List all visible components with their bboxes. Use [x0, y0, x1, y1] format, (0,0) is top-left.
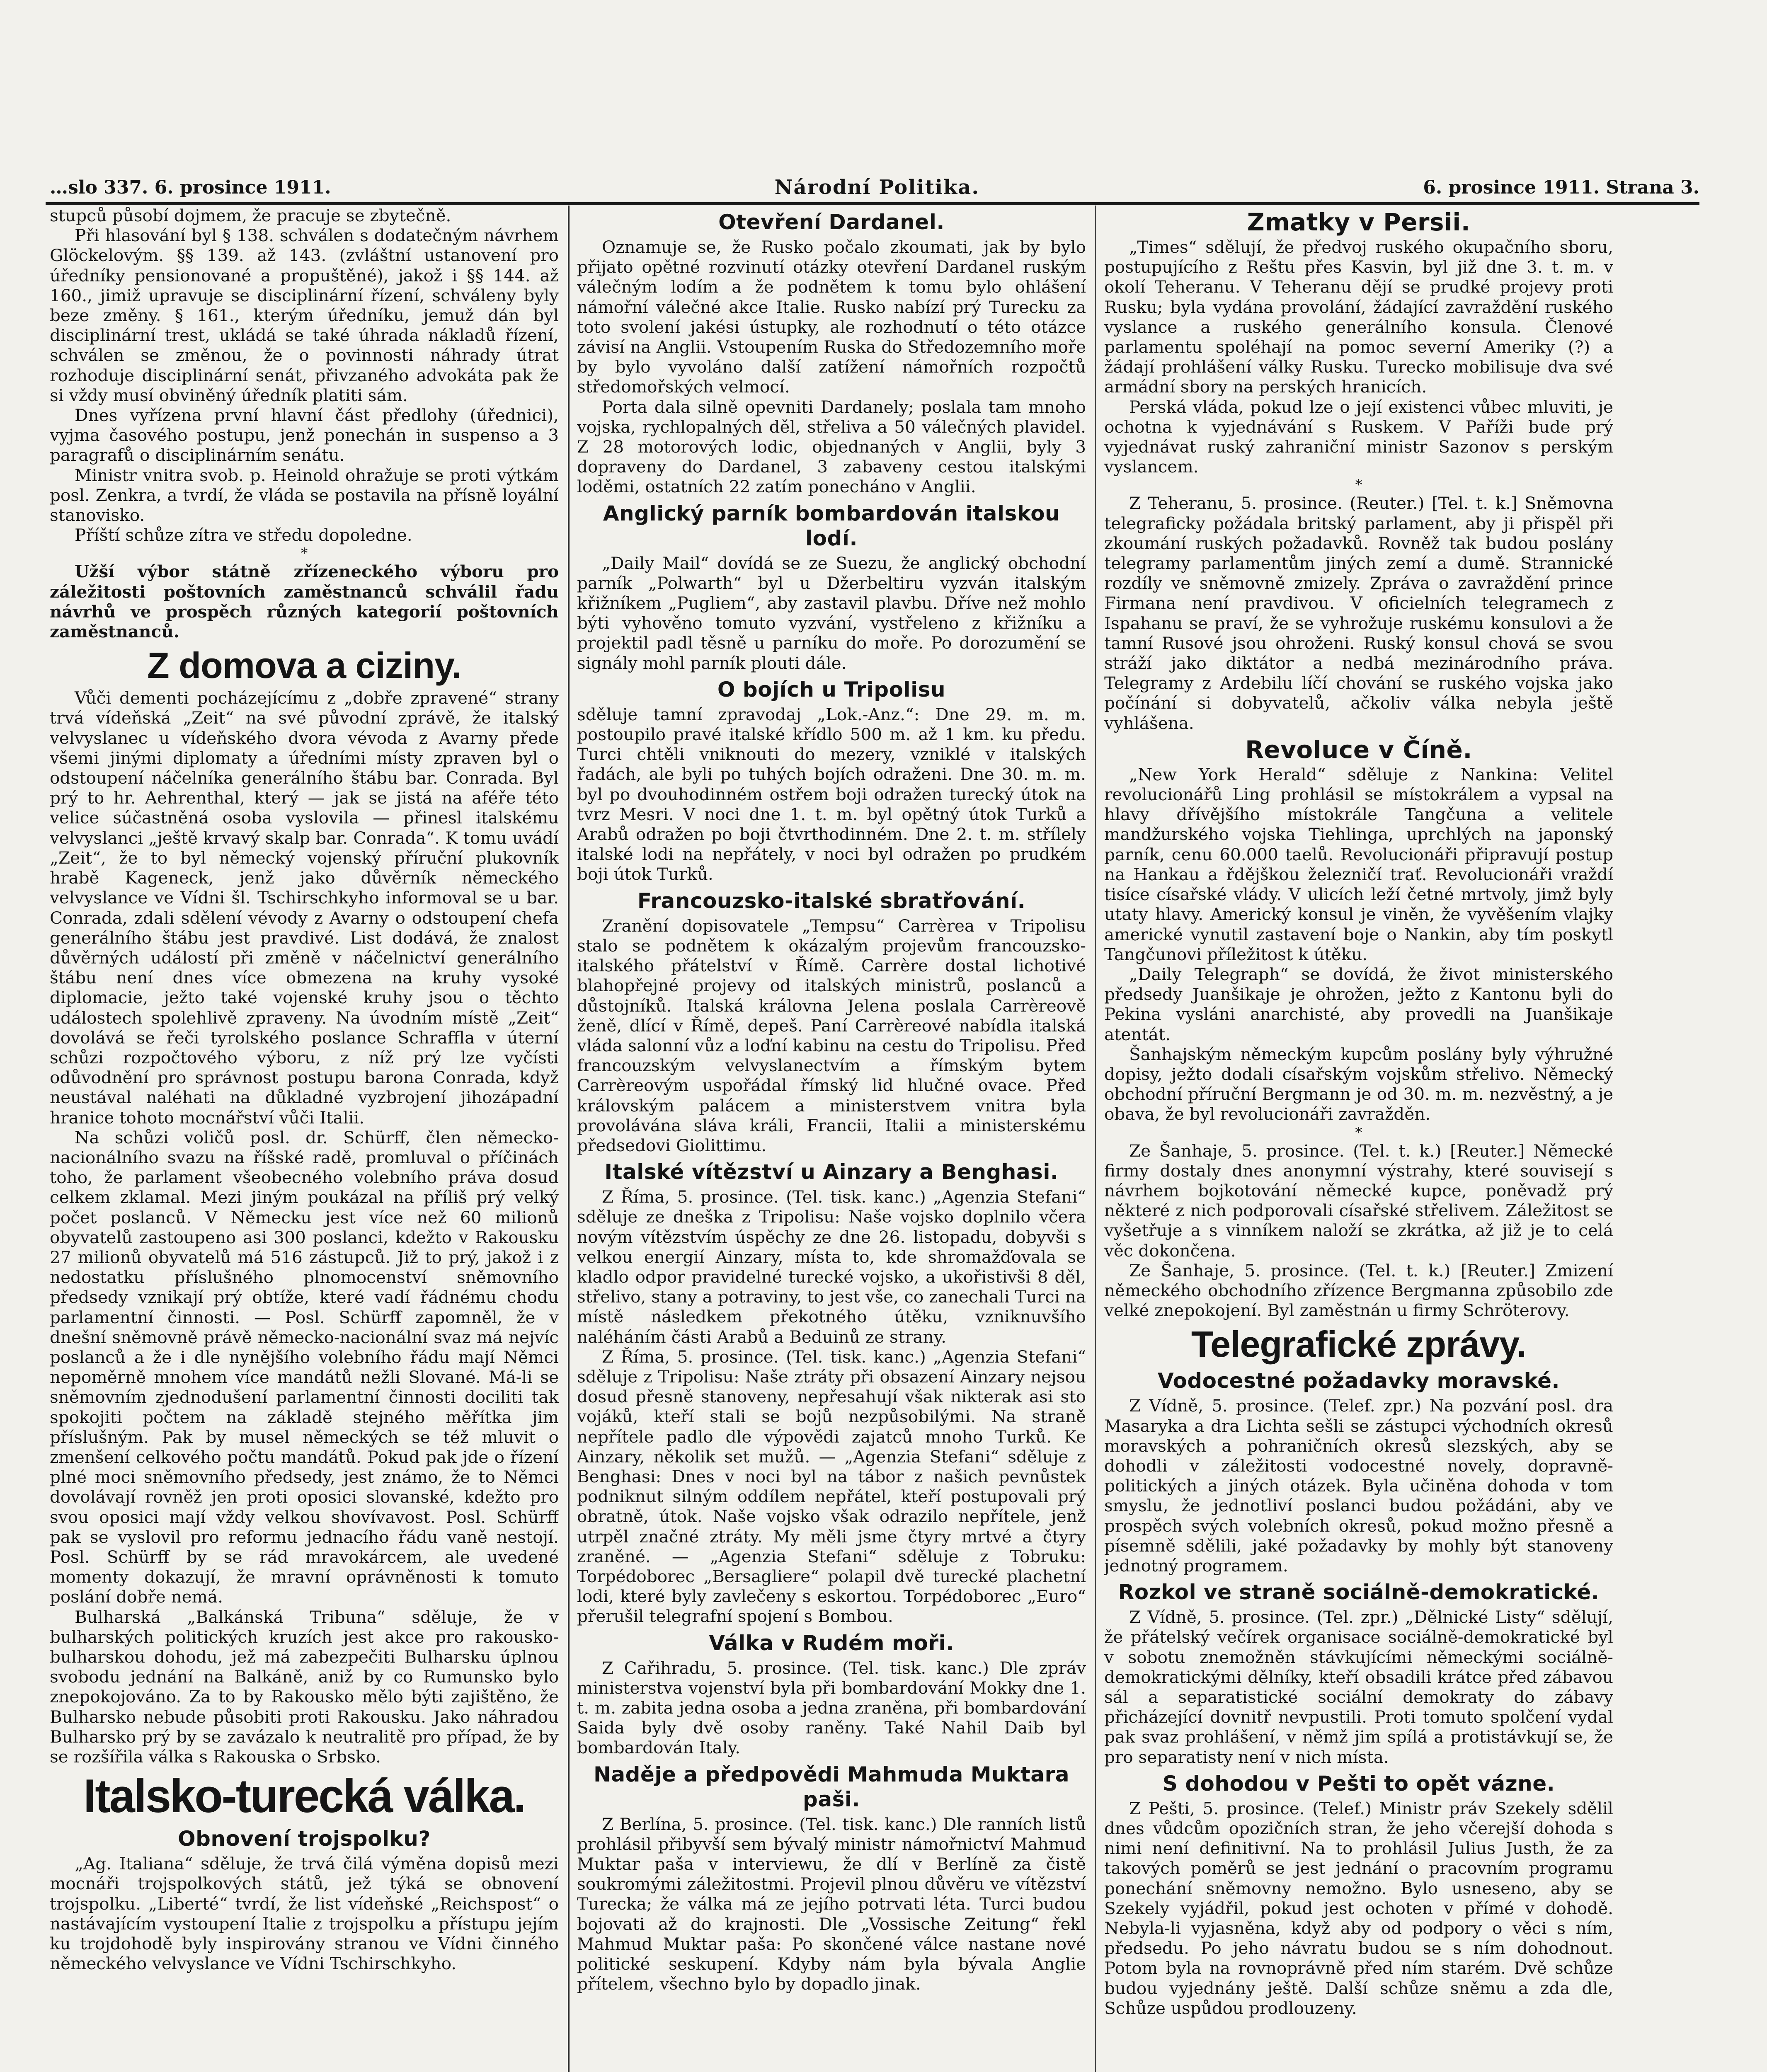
paragraph: Užší výbor státně zřízeneckého výboru pro záležitosti poštovních zaměstnanců schválil řadu návrhů ve prospěch různých kategorií poštovních zaměstnanců.	[50, 562, 559, 642]
paragraph: Z Vídně, 5. prosince. (Tel. zpr.) „Dělnické Listy“ sdělují, že přátelský večírek organisace sociálně-demokratické byl v sobotu znemožněn stávkujícími německými sociálně-demokratickými dělníky, kteří obsadili krátce před zábavou sál a separatistické sociální demokraty do zábavy přicházející dovnitř nevpustili. Proti tomuto spolčení vydal pak svaz prohlášení, v němž jim spílá a protistávkují se, že pro separatisty není v nich místa.	[1104, 1607, 1613, 1767]
paragraph: Z Teheranu, 5. prosince. (Reuter.) [Tel. t. k.] Sněmovna telegraficky požádala britský parlament, aby ji přispěl při zkoumání ruských požadavků. Rovněž tak budou poslány telegramy parlamentům jiných zemí a dumě. Strannické rozdíly ve sněmovně zmizely. Zpráva o zavraždění prince Firmana není pravdivou. V oficielních telegramech z Ispahanu se praví, že se vyhrožuje ruskému konsulovi a že tamní Rusové jsou ohroženi. Ruský konsul chová se svou stráží jako diktátor a nedbá mezinárodního práva. Telegramy z Ardebilu líčí chování se ruského vojska jako počínání si dobyvatelů, ačkoliv válka nebyla ještě vyhlášena.	[1104, 493, 1613, 733]
paragraph: Z Pešti, 5. prosince. (Telef.) Ministr práv Szekely sdělil dnes vůdcům opozičních stran, že jeho včerejší dohoda s nimi není definitivní. Na to prohlásil Julius Justh, že za takových poměrů se jest jednání o pracovním programu ponechání sněmovny nemožno. Bylo usneseno, aby se Szekely vyjádřil, pokud jest ochoten v přímé v dohodě. Nebyla-li vyjasněna, když aby od podpory o věci s ním, předsedu. Po jeho návratu budou se s ním dohodnout. Potom byla na rovnoprávně před ním starém. Dvě schůze budou vyjednány ještě. Další schůze sněmu a zda dle, Schůze uspůdou prodlouzeny.	[1104, 1798, 1613, 2018]
header-issue-date: …slo 337. 6. prosince 1911.	[50, 177, 331, 198]
article-heading: Válka v Rudém moři.	[709, 1631, 954, 1655]
paragraph: Na schůzi voličů posl. dr. Schürff, člen německo-nacionálního svazu na říšské radě, promluval o příčinách toho, že parlament všeobecného volebního práva dosud celkem zklamal. Mezi jiným poukázal na příliš prý velký počet poslanců. V Německu jest více než 60 milionů obyvatelů zastoupeno asi 300 poslanci, kdežto v Rakousku 27 milionů obyvatelů má 516 zástupců. Již to prý, jakož i z nedostatku příslušného plnomocenství sněmovního předsedy vznikají prý obtíže, které vadí řádnému chodu parlamentní činnosti. — Posl. Schürff zapomněl, že v dnešní sněmovně právě německo-nacionální svaz má nejvíc poslanců a že i dle nynějšího volebního řádu mají Němci nepoměrně mnohem více mandátů nežli Slované. Má-li se sněmovním zjednodušení parlamentní činnosti dociliti tak spokojiti počtem na základě stejného měřítka jim příslušným. Pak by musel německých se též mluvit o zmenšení celkového počtu mandátů. Pokud pak jde o řízení plné moci sněmovního předsedy, jest známo, že to Němci dovolávají rovněž jen proti oposici slovanské, kdežto pro svou oposici mají vždy velkou shovívavost. Posl. Schürff pak se vyslovil pro reformu jednacího řádu vaně nestojí. Posl. Schürff by se rád mravokárcem, ale uvedené momenty dokazují, že mravní oprávněnosti k tomuto poslání dobře nemá.	[50, 1127, 559, 1607]
newspaper-title: Národní Politika.	[774, 176, 980, 199]
paragraph: Dnes vyřízena první hlavní část předlohy (úřednici), vyjma časového postupu, jenž ponechán in suspenso a 3 paragrafů o disciplinárním senátu.	[50, 405, 559, 465]
separator-star: *	[1355, 1124, 1362, 1141]
paragraph: Vůči dementi pocházejícímu z „dobře zpravené“ strany trvá vídeňská „Zeit“ na své původní zprávě, že italský velvyslanec u vídeňského dvora vévoda z Avarny přede všemi jinými diplomaty a úředními místy zpraven byl o odstoupení náčelníka generálního štábu bar. Conrada. Byl prý to hr. Aehrenthal, který — jak se jistá na aféře této velice súčastněná osoba vyslovila — přinesl italskému velvyslanci „ještě krvavý skalp bar. Conrada“. K tomu uvádí „Zeit“, že to byl německý vojenský příruční plukovník hrabě Kageneck, jenž jako důvěrník německého velvyslance ve Vídni šl. Tschirschkyho informoval se u bar. Conrada, zdali sdělení vévody z Avarny o odstoupení chefa generálního štábu jest pravdivé. List dodává, že znalost důvěrných událostí při změně v náčelnictví generálního štábu není dnes více obmezena na kruhy vysoké diplomacie, ježto také vojenské kruhy jsou o těchto událostech spolehlivě zpraveny. Na úvodním místě „Zeit“ dovolává se řeči tyrolského poslance Schraffla v úterní schůzi rozpočtového výboru, z níž prý lze vyčísti odůvodnění pro správnost postupu barona Conrada, když neustával naléhati na důkladné vyzbrojení jihozápadní hranice tohoto mocnářství vůči Italii.	[50, 688, 559, 1128]
article-heading: Revoluce v Číně.	[1245, 735, 1472, 764]
paragraph: Oznamuje se, že Rusko počalo zkoumati, jak by bylo přijato opětné rozvinutí otázky otevření Dardanel ruským válečným lodím a že podnětem k tomu bylo ohlášení námořní válečné akce Italie. Rusko nabízí prý Turecku za toto svolení jakési ústupky, ale rozhodnutí o této otázce závisí na Anglii. Vstoupením Ruska do Středozemního moře by bylo vyvoláno další zatížení námořních rozpočtů středomořských velmocí.	[577, 237, 1086, 397]
section-heading: Telegrafické zprávy.	[1191, 1324, 1527, 1365]
header-date-page: 6. prosince 1911. Strana 3.	[1423, 177, 1699, 198]
paragraph: Z Cařihradu, 5. prosince. (Tel. tisk. kanc.) Dle zpráv ministerstva vojenství byla při bombardování Mokky dne 1. t. m. zabita jedna osoba a jedna zraněna, při bombardování Saida byly dvě osoby raněny. Také Nahil Daib byl bombardován Italy.	[577, 1658, 1086, 1758]
section-heading: Italsko-turecká válka.	[83, 1770, 525, 1823]
paragraph: Porta dala silně opevniti Dardanely; poslala tam mnoho vojska, rychlopalných děl, střeliva a 50 válečných plavidel. Z 28 motorových lodic, objednaných v Anglii, byly 3 dopraveny do Dardanel, 3 zabaveny cestou italskými loděmi, ostatních 22 zatím ponecháno v Anglii.	[577, 397, 1086, 497]
article-heading: Obnovení trojspolku?	[178, 1827, 431, 1851]
paragraph: „Ag. Italiana“ sděluje, že trvá čilá výměna dopisů mezi mocnáři trojspolkových států, jež týká se obnovení trojspolku. „Liberté“ tvrdí, že list vídeňské „Reichspost“ o nastávajícím vystoupení Italie z trojspolku a přístupu jejím ku trojdohodě byly inspirovány stranou ve Vídni činného německého velvyslance ve Vídni Tschirschkyho.	[50, 1854, 559, 1974]
column-rule	[1095, 206, 1096, 2072]
separator-star: *	[301, 545, 308, 562]
article-heading: Rozkol ve straně sociálně-demokratické.	[1118, 1580, 1600, 1605]
article-heading: Zmatky v Persii.	[1247, 208, 1471, 236]
article-heading: O bojích u Tripolisu	[717, 677, 946, 702]
article-heading: Italské vítězství u Ainzary a Benghasi.	[604, 1160, 1059, 1184]
paragraph: Při hlasování byl § 138. schválen s dodatečným návrhem Glöckelovým. §§ 139. až 143. (zvláštní ustanovení pro úředníky pensionované a propuštěné), jakož i §§ 144. až 160., jimiž upravuje se disciplinární řízení, schváleny byly beze změny. § 161., kterým úředníku, jemuž dán byl disciplinární trest, ukládá se také úhrada nákladů řízení, schválen se změnou, že o povinnosti náhrady útrat rozhoduje disciplinární senát, přivzaného advokáta pak že si vždy musí obviněný úředník platiti sám.	[50, 225, 559, 405]
paragraph: „Times“ sdělují, že předvoj ruského okupačního sboru, postupujícího z Reštu přes Kasvin, byl již dne 3. t. m. v okolí Teheranu. V Teheranu dějí se prudké projevy proti Rusku; byla vydána provolání, žádající zavraždění ruského vyslance a ruského generálního konsula. Členové parlamentu spoléhají na pomoc severní Ameriky (?) a žádají prohlášení války Rusku. Turecko mobilisuje dva své armádní sbory na perských hranicích.	[1104, 237, 1613, 397]
paragraph: „New York Herald“ sděluje z Nankina: Velitel revolucionářů Ling prohlásil se místokrálem a vypsal na hlavy dřívějšího místokrále Tangčuna a velitele mandžurského vojska Tiehlinga, uprchlých na japonský parník, cenu 60.000 taelů. Revolucionáři připravují postup na Hankau a řdějškou železničí trať. Revolucionáři vraždí tisíce císařské vlády. V ulicích leží četné mrtvoly, jimž byly utaty hlavy. Americký konsul je viněn, že vyvěšením vlajky americké vynutil zastavení boje o Nankin, aby tím poskytl Tangčunovi příležitost k útěku.	[1104, 764, 1613, 964]
article-heading: Naděje a předpovědi Mahmuda Muktara paši.	[594, 1762, 1069, 1811]
article-heading: Otevření Dardanel.	[718, 210, 945, 234]
column-2	[577, 206, 1086, 2072]
paragraph: „Daily Mail“ dovídá se ze Suezu, že anglický obchodní parník „Polwarth“ byl u Džerbeltiru vyzván italským křižníkem „Pugliem“, aby zastavil plavbu. Dříve než mohlo býti vyhověno tomuto vyzvání, vystřeleno z křižníku a projektil padl těsně u parníku do moře. Po dorozumění se signály mohl parník plouti dále.	[577, 553, 1086, 673]
paragraph: Bulharská „Balkánská Tribuna“ sděluje, že v bulharských politických kruzích jest akce pro rakousko-bulharskou dohodu, jež má zabezpečiti Bulharsku úplnou svobodu jednání na Balkáně, aniž by co Rumunsko bylo znepokojováno. Za to by Rakousko mělo býti zajištěno, že Bulharsko nebude působiti proti Rakousku. Jako náhradou Bulharsko prý by se zavázalo k neutralitě pro případ, že by se rozšířila válka s Rakouska o Srbsko.	[50, 1607, 559, 1767]
paragraph: Perská vláda, pokud lze o její existenci vůbec mluviti, je ochotna k vyjednávání s Ruskem. V Paříži bude prý vyjednávat ruský zahraniční ministr Sazonov s perským vyslancem.	[1104, 397, 1613, 477]
section-heading: Z domova a ciziny.	[147, 645, 461, 686]
column-3	[1104, 206, 1613, 2072]
header-rule	[46, 202, 1699, 205]
article-heading: Vodocestné požadavky moravské.	[1158, 1369, 1560, 1393]
column-rule	[568, 206, 570, 2072]
paragraph: stupců působí dojmem, že pracuje se zbytečně.	[50, 206, 451, 225]
paragraph: Z Berlína, 5. prosince. (Tel. tisk. kanc.) Dle ranních listů prohlásil přibyvší sem bývalý ministr námořnictví Mahmud Muktar paša v interviewu, že dlí v Berlíně za čistě soukromými záležitostmi. Projevil plnou důvěru ve vítězství Turecka; že válka má ze jejího potrvati léta. Turci budou bojovati až do krajnosti. Dle „Vossische Zeitung“ řekl Mahmud Muktar paša: Po skončené válce nastane nové politické seskupení. Kdyby nám byla bývala Anglie přítelem, všechno bylo by dopadlo jinak.	[577, 1814, 1086, 1994]
paragraph: Ze Šanhaje, 5. prosince. (Tel. t. k.) [Reuter.] Německé firmy dostaly dnes anonymní výstrahy, které souvisejí s návrhem bojkotování německé kupce, poněvadž prý některé z nich podporovali císařské střelivem. Záležitost se vyšetřuje a s vinníkem naloží se zkrátka, až již je to celá věc dokončena.	[1104, 1140, 1613, 1261]
paragraph: sděluje tamní zpravodaj „Lok.-Anz.“: Dne 29. m. m. postoupilo pravé italské křídlo 500 m. až 1 km. ku předu. Turci chtěli vniknouti do mezery, vzniklé v italských řadách, ale byli po tuhých bojích odraženi. Dne 30. m. m. byl po dvouhodinném ostřem boji odražen turecký útok na tvrz Mesri. V noci dne 1. t. m. byl opětný útok Turků a Arabů odražen po boji čtvrthodinném. Dne 2. t. m. střílely italské lodi na nepřátely, v noci byl odražen po prudkém boji útok Turků.	[577, 704, 1086, 884]
paragraph: Příští schůze zítra ve středu dopoledne.	[75, 525, 412, 545]
article-heading: Francouzsko-italské sbratřování.	[637, 888, 1026, 913]
separator-star: *	[1355, 477, 1362, 494]
article-heading: S dohodou v Pešti to opět vázne.	[1162, 1771, 1555, 1796]
paragraph: Ministr vnitra svob. p. Heinold ohražuje se proti výtkám posl. Zenkra, a tvrdí, že vláda se postavila na přísně loyální stanovisko.	[50, 465, 559, 525]
paragraph: Z Říma, 5. prosince. (Tel. tisk. kanc.) „Agenzia Stefani“ sděluje ze dneška z Tripolisu: Naše vojsko doplnilo včera novým vítězstvím úspěchy ze dne 26. listopadu, dobyvši s velkou energií Ainzary, místa to, kde shromažďovala se kladlo odpor pravidelné turecké vojsko, a ukořistivši 8 děl, střelivo, stany a potraviny, to jest vše, co zanechali Turci na místě následkem překotného útěku, vzniknuvšího naléháním části Arabů a Beduinů ze strany.	[577, 1187, 1086, 1347]
paragraph: Z Vídně, 5. prosince. (Telef. zpr.) Na pozvání posl. dra Masaryka a dra Lichta sešli se zástupci východních okresů moravských a pohraničních okresů slezských, aby se dohodli v záležitosti vodocestné novely, dopravně-politických a jiných otázek. Byla učiněna dohoda v tom smyslu, že jednotliví poslanci budou požádáni, aby ve prospěch svých volebních okresů, pokud možno přesně a písemně sdělili, jaké požadavky by mohly být stanoveny jednotný programem.	[1104, 1396, 1613, 1576]
paragraph: Ze Šanhaje, 5. prosince. (Tel. t. k.) [Reuter.] Zmizení německého obchodního zřízence Bergmanna způsobilo zde velké znepokojení. Byl zaměstnán u firmy Schröterovy.	[1104, 1260, 1613, 1321]
paragraph: Šanhajským německým kupcům poslány byly výhružné dopisy, ježto dodali císařským vojskům střelivo. Německý obchodní příruční Bergmann je od 30. m. m. nezvěstný, a je obava, že byl revolucionáři zavražděn.	[1104, 1044, 1613, 1124]
paragraph: Zranění dopisovatele „Tempsu“ Carrèrea v Tripolisu stalo se podnětem k okázalým projevům francouzsko-italského přátelství v Římě. Carrère dostal lichotivé blahopřejné projevy od italských ministrů, poslanců a důstojníků. Italská královna Jelena poslala Carrèreově ženě, dlící v Římě, depeš. Paní Carrèreové nabídla italská vláda salonní vůz a loďní kabinu na cestu do Tripolisu. Před francouzským velvyslanectvím a římským bytem Carrèreovým uspořádal římský lid hlučné ovace. Před královským palácem a ministerstvem vnitra byla provolávána sláva králi, Francii, Italii a ministerskému předsedovi Giolittimu.	[577, 915, 1086, 1155]
article-heading: Anglický parník bombardován italskou lodí.	[603, 501, 1060, 550]
paragraph: „Daily Telegraph“ se dovídá, že život ministerského předsedy Juanšikaje je ohrožen, ježto z Kantonu byli do Pekina vysláni anarchisté, aby provedli na Juanšikaje atentát.	[1104, 964, 1613, 1044]
paragraph: Z Říma, 5. prosince. (Tel. tisk. kanc.) „Agenzia Stefani“ sděluje z Tripolisu: Naše ztráty při obsazení Ainzary nejsou dosud přesně stanoveny, nepřesahují však nikterak asi sto vojáků, kteří stali se bojů nezpůsobilými. Na straně nepřítele padlo dle výpovědi zajatců mnoho Turků. Ke Ainzary, několik set mužů. — „Agenzia Stefani“ sděluje z Benghasi: Dnes v noci byl na tábor z našich pevnůstek podniknut silným oddílem nepřátel, kteří postupovali prý obratně, útok. Naše vojsko však odrazilo nepřítele, jenž utrpěl značné ztráty. My měli jsme čtyry mrtvé a čtyry zraněné. — „Agenzia Stefani“ sděluje z Tobruku: Torpédoborec „Bersagliere“ polapil dvě turecké plachetní lodi, které byly zavlečeny s eskortou. Torpédoborec „Euro“ přerušil telegrafní spojení s Bombou.	[577, 1346, 1086, 1627]
page-header	[50, 174, 1699, 201]
column-1	[50, 206, 559, 2072]
